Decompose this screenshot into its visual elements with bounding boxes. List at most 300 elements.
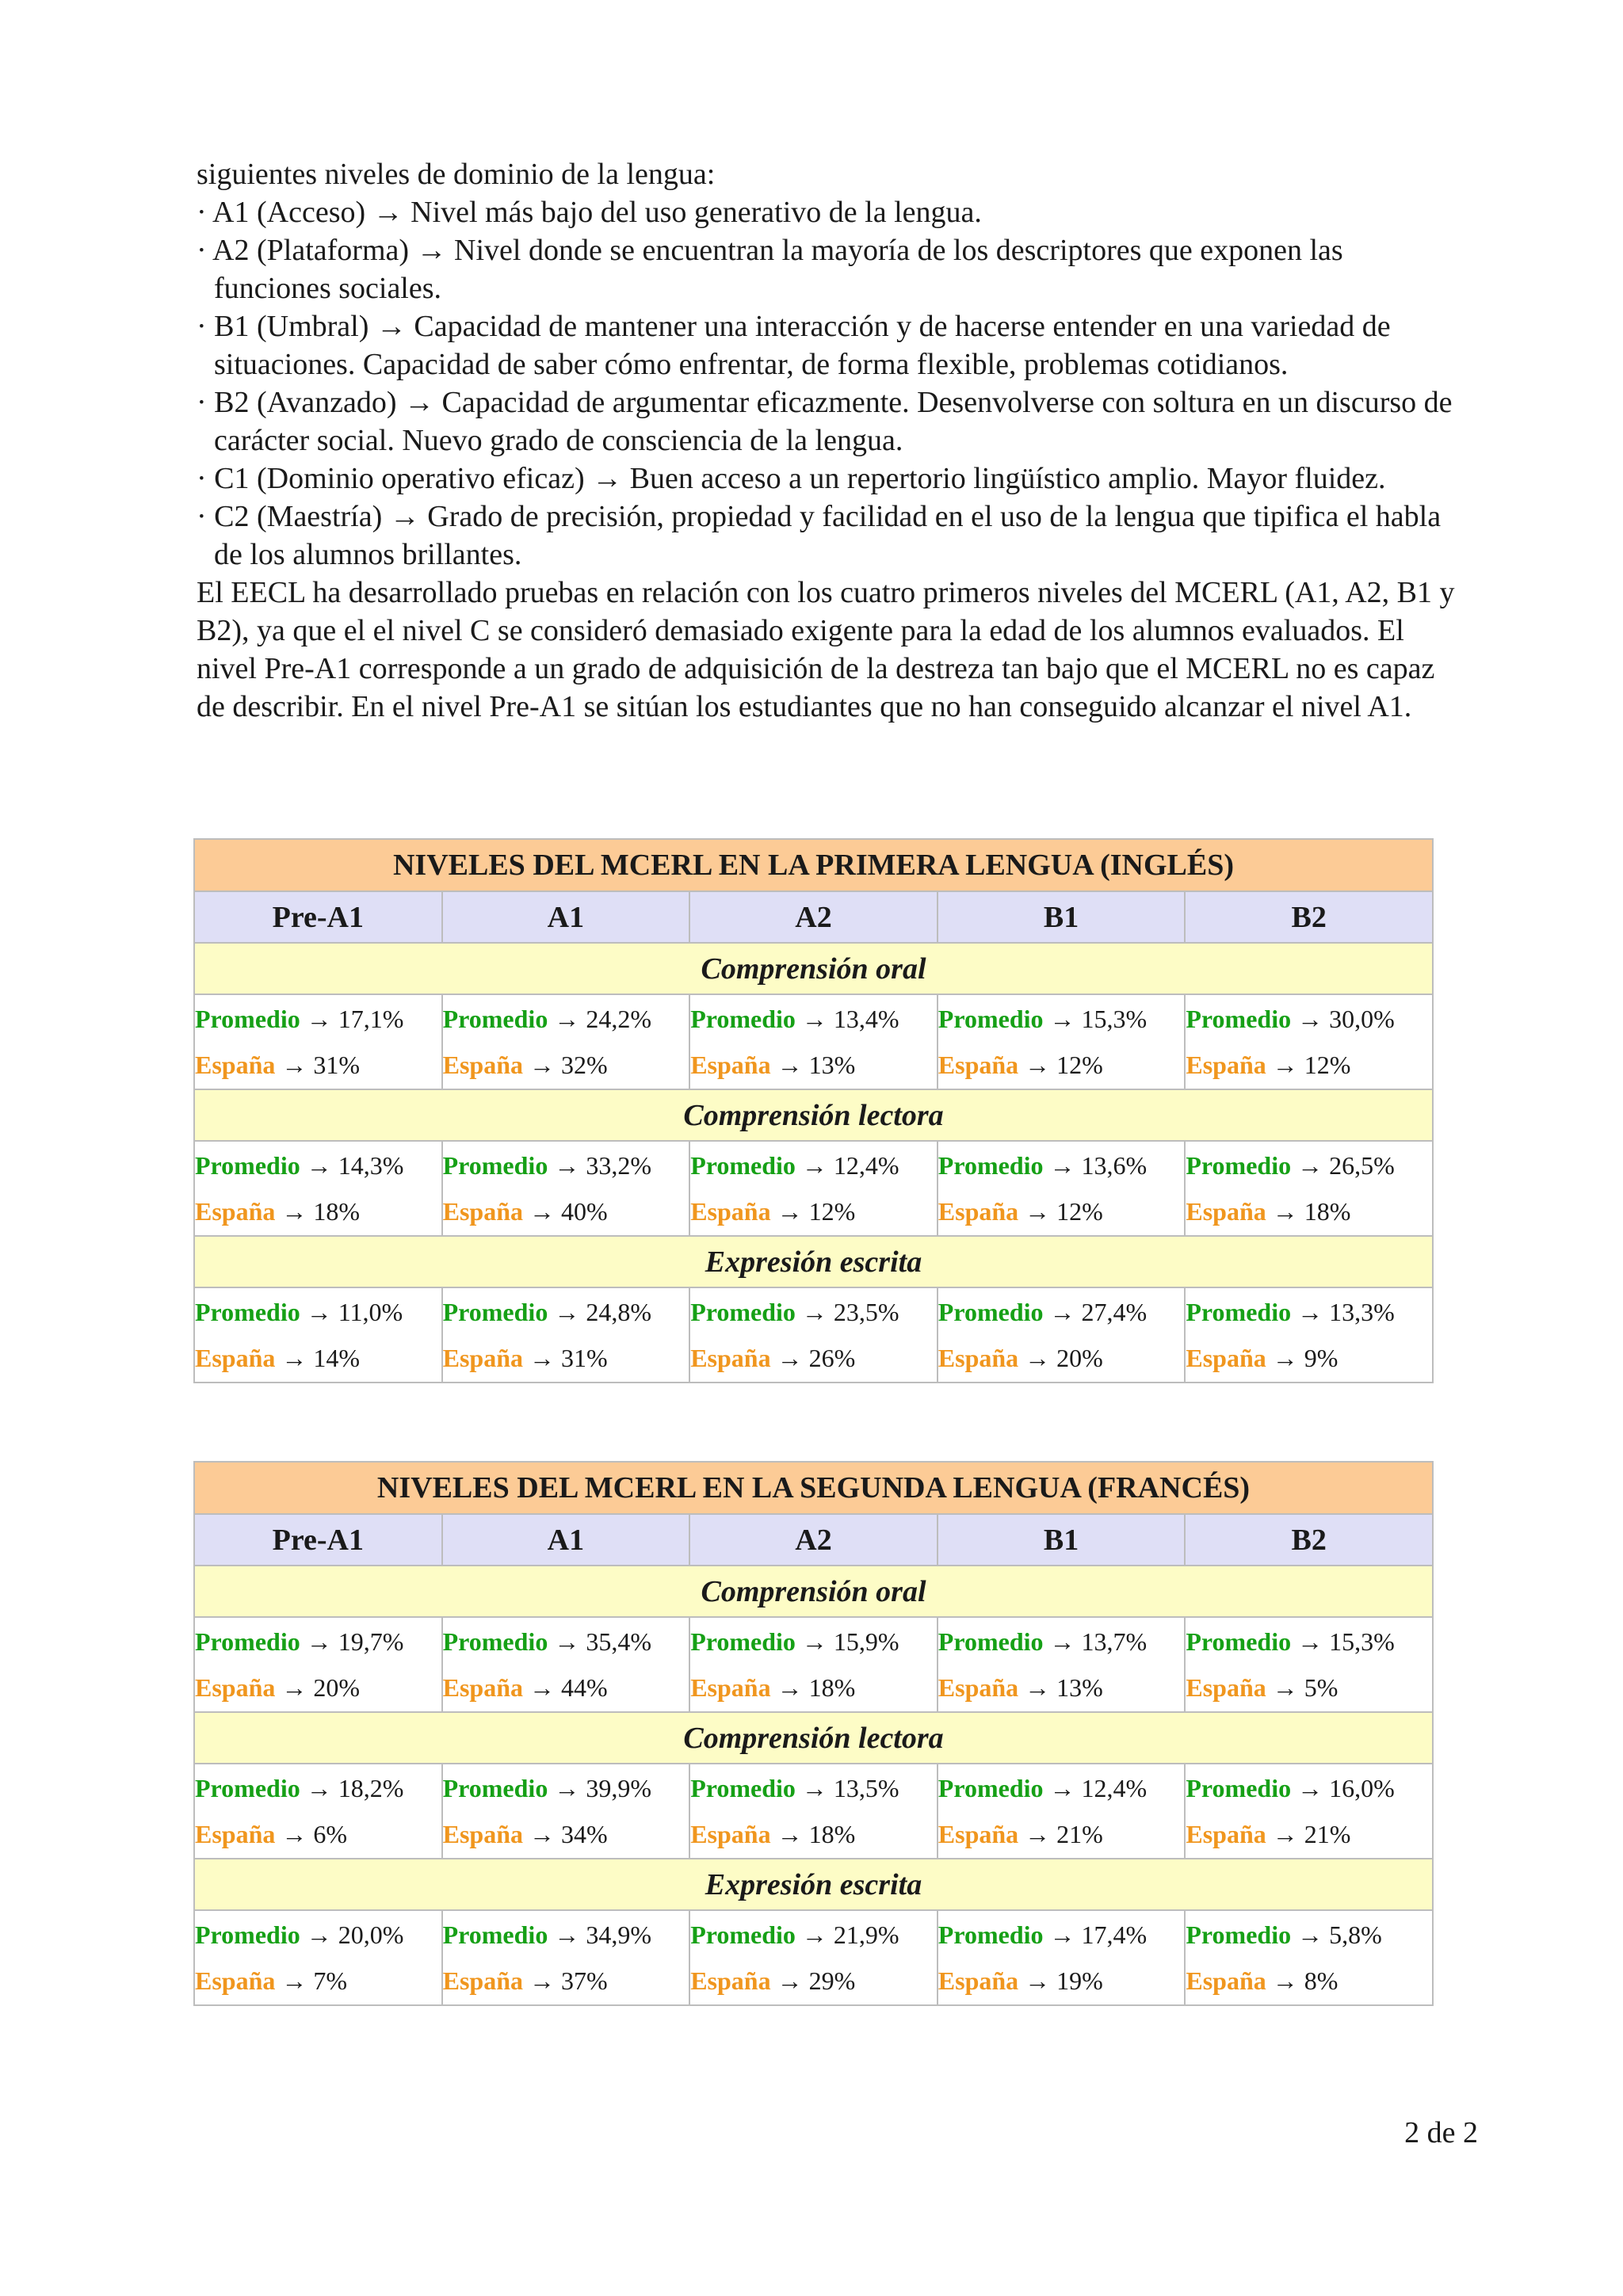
level-item-b2: · B2 (Avanzado) → Capacidad de argumentar eficazmente. Desenvolverse con soltura en un discurso de carácter social. Nuevo grado de consciencia de la lengua. <box>197 386 1453 457</box>
espana-value: 21% <box>1304 1820 1351 1848</box>
espana-line <box>690 1665 937 1711</box>
data-cell <box>194 1287 442 1383</box>
arrow: → <box>300 1151 338 1180</box>
promedio-line <box>690 1142 937 1188</box>
arrow: → <box>1266 1673 1304 1702</box>
promedio-label: Promedio <box>442 1920 548 1949</box>
section-title: Comprensión lectora <box>194 1712 1433 1764</box>
level-header: B1 <box>938 1514 1186 1566</box>
arrow: → <box>300 1774 338 1802</box>
promedio-label: Promedio <box>938 1774 1044 1802</box>
promedio-value: 17,4% <box>1081 1920 1148 1949</box>
promedio-label: Promedio <box>938 1298 1044 1326</box>
espana-label: España <box>195 1344 276 1372</box>
promedio-line <box>938 996 1185 1042</box>
promedio-value: 21,9% <box>833 1920 899 1949</box>
promedio-value: 12,4% <box>833 1151 899 1180</box>
arrow: → <box>275 1966 314 1995</box>
data-cell <box>689 1764 938 1859</box>
arrow: → <box>300 1920 338 1949</box>
espana-line <box>195 1335 441 1381</box>
espana-line <box>690 1188 937 1234</box>
espana-label: España <box>938 1966 1019 1995</box>
promedio-value: 30,0% <box>1329 1005 1395 1033</box>
section-title: Comprensión oral <box>194 943 1433 994</box>
espana-value: 37% <box>560 1966 608 1995</box>
level-item-b1: · B1 (Umbral) → Capacidad de mantener una interacción y de hacerse entender en una variedad de situaciones. Capacidad de saber cómo enfrentar, de forma flexible, problemas cotidianos. <box>197 310 1391 381</box>
promedio-label: Promedio <box>1186 1005 1292 1033</box>
data-cell <box>1185 1141 1433 1236</box>
promedio-value: 20,0% <box>338 1920 404 1949</box>
espana-label: España <box>938 1344 1019 1372</box>
espana-line <box>938 1188 1185 1234</box>
arrow: → <box>770 1966 809 1995</box>
arrow: → <box>275 1051 314 1079</box>
data-cell <box>938 1910 1186 2005</box>
espana-line <box>690 1811 937 1857</box>
arrow: → <box>1018 1344 1057 1372</box>
data-cell <box>194 1910 442 2005</box>
promedio-label: Promedio <box>938 1920 1044 1949</box>
data-cell <box>938 994 1186 1089</box>
arrow: → <box>795 1774 834 1802</box>
arrow: → <box>1043 1298 1082 1326</box>
arrow: → <box>1018 1820 1057 1848</box>
data-cell <box>1185 1287 1433 1383</box>
promedio-line <box>443 1912 689 1958</box>
arrow: → <box>1018 1673 1057 1702</box>
section-row <box>194 1089 1433 1141</box>
data-cell <box>194 994 442 1089</box>
promedio-line <box>443 1619 689 1665</box>
promedio-label: Promedio <box>1186 1920 1292 1949</box>
level-header: B1 <box>938 891 1186 943</box>
espana-line <box>690 1042 937 1088</box>
promedio-value: 17,1% <box>338 1005 404 1033</box>
promedio-line <box>1186 1765 1432 1811</box>
promedio-value: 13,4% <box>833 1005 899 1033</box>
section-row <box>194 1712 1433 1764</box>
espana-value: 12% <box>1056 1197 1103 1226</box>
espana-label: España <box>1186 1673 1266 1702</box>
espana-label: España <box>938 1051 1019 1079</box>
data-cell <box>938 1141 1186 1236</box>
promedio-label: Promedio <box>195 1005 300 1033</box>
arrow: → <box>1043 1005 1082 1033</box>
promedio-value: 19,7% <box>338 1627 404 1656</box>
arrow: → <box>1291 1005 1330 1033</box>
espana-line <box>938 1958 1185 2004</box>
promedio-value: 12,4% <box>1081 1774 1148 1802</box>
arrow: → <box>770 1673 809 1702</box>
espana-value: 32% <box>560 1051 608 1079</box>
arrow: → <box>275 1344 314 1372</box>
arrow: → <box>522 1673 561 1702</box>
promedio-line <box>195 996 441 1042</box>
promedio-label: Promedio <box>442 1151 548 1180</box>
table-row <box>194 1764 1433 1859</box>
espana-label: España <box>1186 1197 1266 1226</box>
espana-value: 12% <box>1056 1051 1103 1079</box>
promedio-label: Promedio <box>195 1774 300 1802</box>
espana-line <box>938 1335 1185 1381</box>
espana-line <box>443 1188 689 1234</box>
promedio-line <box>443 1765 689 1811</box>
arrow: → <box>1043 1920 1082 1949</box>
arrow: → <box>300 1627 338 1656</box>
data-cell <box>689 1910 938 2005</box>
table-row <box>194 1287 1433 1383</box>
data-cell <box>442 1141 690 1236</box>
data-cell <box>442 1764 690 1859</box>
promedio-value: 15,3% <box>1081 1005 1148 1033</box>
espana-line <box>443 1811 689 1857</box>
promedio-value: 34,9% <box>586 1920 651 1949</box>
arrow: → <box>1266 1966 1304 1995</box>
data-cell <box>938 1764 1186 1859</box>
arrow: → <box>522 1966 561 1995</box>
espana-line <box>690 1335 937 1381</box>
data-cell <box>442 994 690 1089</box>
espana-line <box>1186 1188 1432 1234</box>
section-title: Comprensión lectora <box>194 1089 1433 1141</box>
promedio-value: 13,3% <box>1329 1298 1395 1326</box>
promedio-value: 16,0% <box>1329 1774 1395 1802</box>
promedio-label: Promedio <box>690 1298 796 1326</box>
promedio-label: Promedio <box>195 1627 300 1656</box>
promedio-label: Promedio <box>938 1005 1044 1033</box>
arrow: → <box>275 1673 314 1702</box>
espana-line <box>1186 1335 1432 1381</box>
espana-line <box>195 1042 441 1088</box>
espana-line <box>1186 1811 1432 1857</box>
arrow: → <box>522 1820 561 1848</box>
table-title: NIVELES DEL MCERL EN LA SEGUNDA LENGUA (FRANCÉS) <box>194 1462 1433 1514</box>
espana-label: España <box>938 1820 1019 1848</box>
level-header: B2 <box>1185 891 1433 943</box>
promedio-line <box>195 1142 441 1188</box>
promedio-value: 35,4% <box>586 1627 651 1656</box>
arrow: → <box>1043 1151 1082 1180</box>
arrow: → <box>1018 1197 1057 1226</box>
table-row <box>194 994 1433 1089</box>
espana-value: 40% <box>560 1197 608 1226</box>
level-header: A2 <box>689 891 938 943</box>
promedio-line <box>690 1619 937 1665</box>
espana-line <box>443 1042 689 1088</box>
promedio-line <box>938 1289 1185 1335</box>
espana-value: 18% <box>1304 1197 1351 1226</box>
espana-label: España <box>1186 1344 1266 1372</box>
arrow: → <box>770 1051 809 1079</box>
promedio-value: 13,5% <box>833 1774 899 1802</box>
espana-line <box>938 1811 1185 1857</box>
arrow: → <box>770 1197 809 1226</box>
promedio-label: Promedio <box>442 1298 548 1326</box>
arrow: → <box>275 1197 314 1226</box>
promedio-label: Promedio <box>442 1005 548 1033</box>
arrow: → <box>1291 1774 1330 1802</box>
table-english-levels <box>193 838 1434 1383</box>
promedio-line <box>195 1765 441 1811</box>
espana-value: 44% <box>560 1673 608 1702</box>
arrow: → <box>1266 1051 1304 1079</box>
espana-label: España <box>1186 1966 1266 1995</box>
promedio-line <box>690 1765 937 1811</box>
page-number: 2 de 2 <box>1404 2116 1478 2149</box>
promedio-value: 11,0% <box>338 1298 403 1326</box>
promedio-label: Promedio <box>195 1920 300 1949</box>
arrow: → <box>275 1820 314 1848</box>
data-cell <box>938 1287 1186 1383</box>
arrow: → <box>300 1005 338 1033</box>
level-item-a1: · A1 (Acceso) → Nivel más bajo del uso generativo de la lengua. <box>197 196 982 229</box>
promedio-value: 13,6% <box>1081 1151 1148 1180</box>
promedio-value: 5,8% <box>1329 1920 1382 1949</box>
espana-label: España <box>690 1051 771 1079</box>
promedio-value: 24,8% <box>586 1298 651 1326</box>
espana-value: 19% <box>1056 1966 1103 1995</box>
espana-label: España <box>442 1344 523 1372</box>
espana-value: 34% <box>560 1820 608 1848</box>
data-cell <box>194 1764 442 1859</box>
promedio-label: Promedio <box>1186 1774 1292 1802</box>
espana-line <box>443 1958 689 2004</box>
espana-label: España <box>195 1673 276 1702</box>
espana-line <box>443 1665 689 1711</box>
promedio-line <box>690 1289 937 1335</box>
table-row <box>194 1910 1433 2005</box>
promedio-line <box>195 1912 441 1958</box>
espana-label: España <box>442 1820 523 1848</box>
espana-line <box>195 1188 441 1234</box>
level-header: A2 <box>689 1514 938 1566</box>
promedio-value: 24,2% <box>586 1005 651 1033</box>
espana-value: 13% <box>1056 1673 1103 1702</box>
promedio-line <box>1186 1619 1432 1665</box>
espana-value: 8% <box>1304 1966 1338 1995</box>
arrow: → <box>548 1298 586 1326</box>
espana-label: España <box>195 1197 276 1226</box>
espana-label: España <box>195 1966 276 1995</box>
promedio-line <box>1186 1142 1432 1188</box>
promedio-label: Promedio <box>195 1298 300 1326</box>
espana-line <box>1186 1042 1432 1088</box>
promedio-line <box>1186 1289 1432 1335</box>
arrow: → <box>1043 1774 1082 1802</box>
espana-value: 18% <box>313 1197 361 1226</box>
espana-value: 29% <box>808 1966 856 1995</box>
promedio-value: 14,3% <box>338 1151 404 1180</box>
espana-line <box>195 1811 441 1857</box>
arrow: → <box>1018 1051 1057 1079</box>
espana-label: España <box>442 1051 523 1079</box>
level-header: B2 <box>1185 1514 1433 1566</box>
espana-line <box>195 1665 441 1711</box>
espana-value: 12% <box>808 1197 856 1226</box>
promedio-label: Promedio <box>690 1151 796 1180</box>
promedio-line <box>443 1289 689 1335</box>
promedio-label: Promedio <box>1186 1627 1292 1656</box>
arrow: → <box>1291 1298 1330 1326</box>
promedio-label: Promedio <box>195 1151 300 1180</box>
data-cell <box>194 1617 442 1712</box>
arrow: → <box>548 1920 586 1949</box>
espana-value: 6% <box>313 1820 348 1848</box>
espana-value: 9% <box>1304 1344 1338 1372</box>
espana-label: España <box>442 1966 523 1995</box>
espana-line <box>1186 1958 1432 2004</box>
espana-value: 18% <box>808 1820 856 1848</box>
arrow: → <box>1266 1344 1304 1372</box>
level-header: Pre-A1 <box>194 891 442 943</box>
data-cell <box>1185 1617 1433 1712</box>
section-title: Expresión escrita <box>194 1859 1433 1910</box>
arrow: → <box>795 1627 834 1656</box>
data-cell <box>1185 994 1433 1089</box>
data-cell <box>689 1617 938 1712</box>
data-cell <box>1185 1910 1433 2005</box>
data-cell <box>689 1141 938 1236</box>
arrow: → <box>1291 1151 1330 1180</box>
espana-value: 20% <box>313 1673 361 1702</box>
promedio-value: 27,4% <box>1081 1298 1148 1326</box>
promedio-line <box>938 1765 1185 1811</box>
espana-value: 12% <box>1304 1051 1351 1079</box>
level-item-c2: · C2 (Maestría) → Grado de precisión, propiedad y facilidad en el uso de la lengua que tipifica el habla de los alumnos brillantes. <box>197 500 1442 571</box>
promedio-value: 18,2% <box>338 1774 404 1802</box>
promedio-label: Promedio <box>690 1920 796 1949</box>
data-cell <box>1185 1764 1433 1859</box>
section-row <box>194 1236 1433 1287</box>
espana-value: 13% <box>808 1051 856 1079</box>
promedio-label: Promedio <box>938 1151 1044 1180</box>
table-french-levels <box>193 1461 1434 2006</box>
arrow: → <box>522 1051 561 1079</box>
promedio-label: Promedio <box>442 1774 548 1802</box>
promedio-label: Promedio <box>1186 1151 1292 1180</box>
section-title: Expresión escrita <box>194 1236 1433 1287</box>
promedio-line <box>443 996 689 1042</box>
promedio-line <box>690 996 937 1042</box>
data-cell <box>442 1287 690 1383</box>
promedio-line <box>195 1289 441 1335</box>
section-row <box>194 1859 1433 1910</box>
promedio-label: Promedio <box>690 1627 796 1656</box>
espana-value: 7% <box>313 1966 348 1995</box>
arrow: → <box>795 1298 834 1326</box>
table-title: NIVELES DEL MCERL EN LA PRIMERA LENGUA (INGLÉS) <box>194 839 1433 891</box>
section-row <box>194 943 1433 994</box>
promedio-line <box>690 1912 937 1958</box>
arrow: → <box>1266 1820 1304 1848</box>
level-header: A1 <box>442 1514 690 1566</box>
espana-line <box>443 1335 689 1381</box>
espana-label: España <box>442 1197 523 1226</box>
espana-label: España <box>690 1966 771 1995</box>
arrow: → <box>1291 1920 1330 1949</box>
data-cell <box>194 1141 442 1236</box>
level-header: A1 <box>442 891 690 943</box>
espana-label: España <box>690 1820 771 1848</box>
espana-value: 5% <box>1304 1673 1338 1702</box>
espana-value: 26% <box>808 1344 856 1372</box>
data-cell <box>689 1287 938 1383</box>
promedio-label: Promedio <box>442 1627 548 1656</box>
espana-line <box>938 1665 1185 1711</box>
table-header-row <box>194 1514 1433 1566</box>
promedio-label: Promedio <box>1186 1298 1292 1326</box>
espana-label: España <box>938 1673 1019 1702</box>
espana-label: España <box>938 1197 1019 1226</box>
arrow: → <box>795 1005 834 1033</box>
section-row <box>194 1566 1433 1617</box>
arrow: → <box>1291 1627 1330 1656</box>
arrow: → <box>795 1920 834 1949</box>
espana-line <box>690 1958 937 2004</box>
espana-label: España <box>442 1673 523 1702</box>
promedio-line <box>443 1142 689 1188</box>
intro-closing-paragraph: El EECL ha desarrollado pruebas en relación con los cuatro primeros niveles del MCERL (A1, A2, B1 y B2), ya que el el nivel C se consideró demasiado exigente para la edad de los alumnos evaluados. El nivel Pre-A1 corresponde a un grado de adquisición de la destreza tan bajo que el MCERL no es capaz de describir. En el nivel Pre-A1 se sitúan los estudiantes que no han conseguido alcanzar el nivel A1. <box>197 576 1455 723</box>
level-item-a2: · A2 (Plataforma) → Nivel donde se encuentran la mayoría de los descriptores que exponen las funciones sociales. <box>197 234 1343 305</box>
data-cell <box>938 1617 1186 1712</box>
promedio-line <box>195 1619 441 1665</box>
espana-label: España <box>1186 1820 1266 1848</box>
table-header-row <box>194 891 1433 943</box>
table-row <box>194 1141 1433 1236</box>
promedio-label: Promedio <box>938 1627 1044 1656</box>
table-row <box>194 1617 1433 1712</box>
arrow: → <box>1043 1627 1082 1656</box>
arrow: → <box>770 1820 809 1848</box>
promedio-value: 26,5% <box>1329 1151 1395 1180</box>
espana-label: España <box>690 1344 771 1372</box>
espana-label: España <box>195 1820 276 1848</box>
espana-line <box>938 1042 1185 1088</box>
promedio-value: 39,9% <box>586 1774 651 1802</box>
espana-value: 21% <box>1056 1820 1103 1848</box>
espana-label: España <box>690 1673 771 1702</box>
arrow: → <box>770 1344 809 1372</box>
promedio-label: Promedio <box>690 1774 796 1802</box>
promedio-value: 15,9% <box>833 1627 899 1656</box>
espana-label: España <box>690 1197 771 1226</box>
intro-lead: siguientes niveles de dominio de la lengua: <box>197 158 716 191</box>
promedio-line <box>938 1912 1185 1958</box>
arrow: → <box>1018 1966 1057 1995</box>
arrow: → <box>548 1151 586 1180</box>
espana-value: 31% <box>313 1051 361 1079</box>
espana-label: España <box>1186 1051 1266 1079</box>
arrow: → <box>548 1774 586 1802</box>
section-title: Comprensión oral <box>194 1566 1433 1617</box>
espana-label: España <box>195 1051 276 1079</box>
promedio-line <box>1186 996 1432 1042</box>
promedio-value: 33,2% <box>586 1151 651 1180</box>
promedio-line <box>1186 1912 1432 1958</box>
arrow: → <box>548 1005 586 1033</box>
intro-text <box>197 155 1465 726</box>
promedio-value: 15,3% <box>1329 1627 1395 1656</box>
espana-value: 18% <box>808 1673 856 1702</box>
promedio-value: 23,5% <box>833 1298 899 1326</box>
arrow: → <box>548 1627 586 1656</box>
promedio-line <box>938 1142 1185 1188</box>
arrow: → <box>300 1298 338 1326</box>
promedio-label: Promedio <box>690 1005 796 1033</box>
arrow: → <box>522 1197 561 1226</box>
data-cell <box>442 1910 690 2005</box>
